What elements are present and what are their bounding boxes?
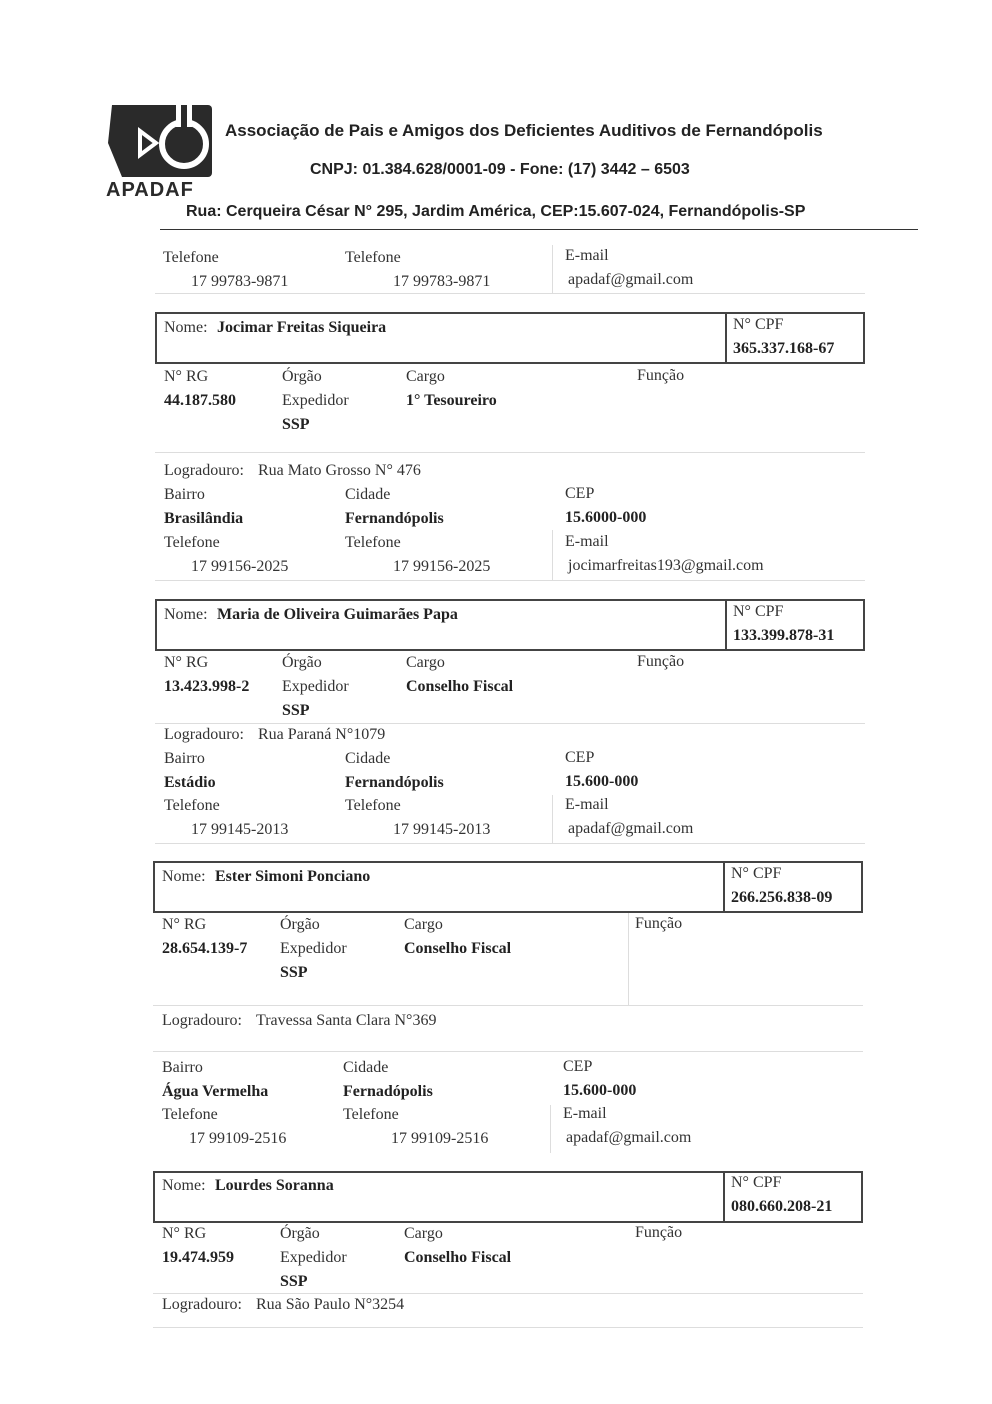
cpf-label: N° CPF bbox=[733, 603, 784, 620]
logradouro-value: Rua Paraná N°1079 bbox=[258, 726, 386, 743]
logradouro-label: Logradouro: bbox=[164, 726, 244, 743]
cpf-label: N° CPF bbox=[733, 316, 784, 333]
telefone-label: Telefone bbox=[164, 797, 220, 814]
logradouro-value: Rua São Paulo N°3254 bbox=[256, 1296, 405, 1313]
cpf-label: N° CPF bbox=[731, 865, 782, 882]
cargo-value: Conselho Fiscal bbox=[404, 940, 512, 957]
letterhead bbox=[100, 95, 920, 235]
cidade-value: Fernandópolis bbox=[345, 510, 444, 527]
cep-value: 15.600-000 bbox=[563, 1082, 637, 1099]
telefone-label: Telefone bbox=[164, 534, 220, 551]
expedidor-label: Expedidor bbox=[282, 678, 349, 695]
rg-label: N° RG bbox=[162, 916, 207, 933]
email-label: E-mail bbox=[565, 533, 609, 550]
org-address: Rua: Cerqueira César N° 295, Jardim América, CEP:15.607-024, Fernandópolis-SP bbox=[186, 203, 806, 220]
rg-label: N° RG bbox=[164, 654, 209, 671]
telefone-label: Telefone bbox=[345, 249, 401, 266]
cep-label: CEP bbox=[565, 749, 595, 766]
rg-value: 19.474.959 bbox=[162, 1249, 234, 1266]
header-divider bbox=[160, 229, 918, 230]
expedidor-label: Expedidor bbox=[282, 392, 349, 409]
cnpj-phone: CNPJ: 01.384.628/0001-09 - Fone: (17) 3442 – 6503 bbox=[310, 161, 690, 178]
cpf-value: 365.337.168-67 bbox=[733, 340, 835, 357]
org-name: Associação de Pais e Amigos dos Deficientes Auditivos de Fernandópolis bbox=[225, 121, 823, 140]
telefone-value: 17 99783-9871 bbox=[191, 273, 289, 290]
apadaf-logo bbox=[104, 99, 216, 199]
rg-label: N° RG bbox=[164, 368, 209, 385]
cargo-value: 1° Tesoureiro bbox=[406, 392, 497, 409]
member-name: Ester Simoni Ponciano bbox=[215, 868, 371, 885]
bairro-label: Bairro bbox=[164, 750, 205, 767]
name-label: Nome: bbox=[164, 319, 208, 336]
bairro-value: Brasilândia bbox=[164, 510, 244, 527]
email-label: E-mail bbox=[565, 247, 609, 264]
logradouro-value: Travessa Santa Clara N°369 bbox=[256, 1012, 437, 1029]
name-label: Nome: bbox=[164, 606, 208, 623]
expedidor-label: Expedidor bbox=[280, 1249, 347, 1266]
cargo-label: Cargo bbox=[404, 916, 443, 933]
email-label: E-mail bbox=[565, 796, 609, 813]
email-value: apadaf@gmail.com bbox=[568, 271, 694, 288]
telefone-label: Telefone bbox=[345, 797, 401, 814]
funcao-label: Função bbox=[635, 1224, 683, 1241]
rg-value: 13.423.998-2 bbox=[164, 678, 250, 695]
cpf-label: N° CPF bbox=[731, 1174, 782, 1191]
orgao-label: Órgão bbox=[282, 654, 322, 671]
cpf-value: 266.256.838-09 bbox=[731, 889, 833, 906]
email-value: jocimarfreitas193@gmail.com bbox=[568, 557, 764, 574]
cargo-value: Conselho Fiscal bbox=[406, 678, 514, 695]
expedidor-label: Expedidor bbox=[280, 940, 347, 957]
email-label: E-mail bbox=[563, 1105, 607, 1122]
logradouro-label: Logradouro: bbox=[162, 1296, 242, 1313]
cargo-label: Cargo bbox=[406, 654, 445, 671]
cidade-label: Cidade bbox=[345, 486, 391, 503]
logradouro-label: Logradouro: bbox=[164, 462, 244, 479]
telefone-value: 17 99783-9871 bbox=[393, 273, 491, 290]
cep-value: 15.6000-000 bbox=[565, 509, 647, 526]
orgao-label: Órgão bbox=[280, 916, 320, 933]
email-value: apadaf@gmail.com bbox=[568, 820, 694, 837]
telefone-label: Telefone bbox=[345, 534, 401, 551]
member-name: Maria de Oliveira Guimarães Papa bbox=[217, 606, 458, 623]
telefone-value: 17 99145-2013 bbox=[393, 821, 491, 838]
cep-label: CEP bbox=[565, 485, 595, 502]
cidade-value: Fernadópolis bbox=[343, 1083, 433, 1100]
telefone-value: 17 99156-2025 bbox=[393, 558, 491, 575]
bairro-value: Água Vermelha bbox=[162, 1083, 269, 1100]
email-value: apadaf@gmail.com bbox=[566, 1129, 692, 1146]
telefone-value: 17 99109-2516 bbox=[391, 1130, 489, 1147]
cep-label: CEP bbox=[563, 1058, 593, 1075]
member-name: Lourdes Soranna bbox=[215, 1177, 334, 1194]
rg-value: 44.187.580 bbox=[164, 392, 236, 409]
rg-label: N° RG bbox=[162, 1225, 207, 1242]
cidade-value: Fernandópolis bbox=[345, 774, 444, 791]
funcao-label: Função bbox=[635, 915, 683, 932]
orgao-value: SSP bbox=[282, 702, 310, 719]
orgao-label: Órgão bbox=[282, 368, 322, 385]
member-record bbox=[153, 861, 863, 1156]
contact-row-top bbox=[155, 245, 865, 295]
cpf-value: 133.399.878-31 bbox=[733, 627, 835, 644]
name-label: Nome: bbox=[162, 868, 206, 885]
cargo-label: Cargo bbox=[404, 1225, 443, 1242]
logradouro-label: Logradouro: bbox=[162, 1012, 242, 1029]
funcao-label: Função bbox=[637, 653, 685, 670]
telefone-value: 17 99156-2025 bbox=[191, 558, 289, 575]
orgao-value: SSP bbox=[280, 964, 308, 981]
name-label: Nome: bbox=[162, 1177, 206, 1194]
rg-value: 28.654.139-7 bbox=[162, 940, 248, 957]
telefone-value: 17 99109-2516 bbox=[189, 1130, 287, 1147]
cargo-value: Conselho Fiscal bbox=[404, 1249, 512, 1266]
telefone-label: Telefone bbox=[343, 1106, 399, 1123]
member-record bbox=[155, 312, 865, 587]
orgao-value: SSP bbox=[282, 416, 310, 433]
bairro-label: Bairro bbox=[164, 486, 205, 503]
orgao-label: Órgão bbox=[280, 1225, 320, 1242]
logradouro-value: Rua Mato Grosso N° 476 bbox=[258, 462, 421, 479]
cargo-label: Cargo bbox=[406, 368, 445, 385]
telefone-value: 17 99145-2013 bbox=[191, 821, 289, 838]
ear-logo-icon bbox=[104, 99, 216, 181]
telefone-label: Telefone bbox=[163, 249, 219, 266]
orgao-value: SSP bbox=[280, 1273, 308, 1290]
member-name: Jocimar Freitas Siqueira bbox=[217, 319, 387, 336]
member-record bbox=[155, 599, 865, 849]
member-record bbox=[153, 1171, 863, 1331]
logo-text: APADAF bbox=[106, 179, 194, 201]
cpf-value: 080.660.208-21 bbox=[731, 1198, 833, 1215]
cep-value: 15.600-000 bbox=[565, 773, 639, 790]
telefone-label: Telefone bbox=[162, 1106, 218, 1123]
cidade-label: Cidade bbox=[343, 1059, 389, 1076]
funcao-label: Função bbox=[637, 367, 685, 384]
bairro-value: Estádio bbox=[164, 774, 216, 791]
bairro-label: Bairro bbox=[162, 1059, 203, 1076]
cidade-label: Cidade bbox=[345, 750, 391, 767]
